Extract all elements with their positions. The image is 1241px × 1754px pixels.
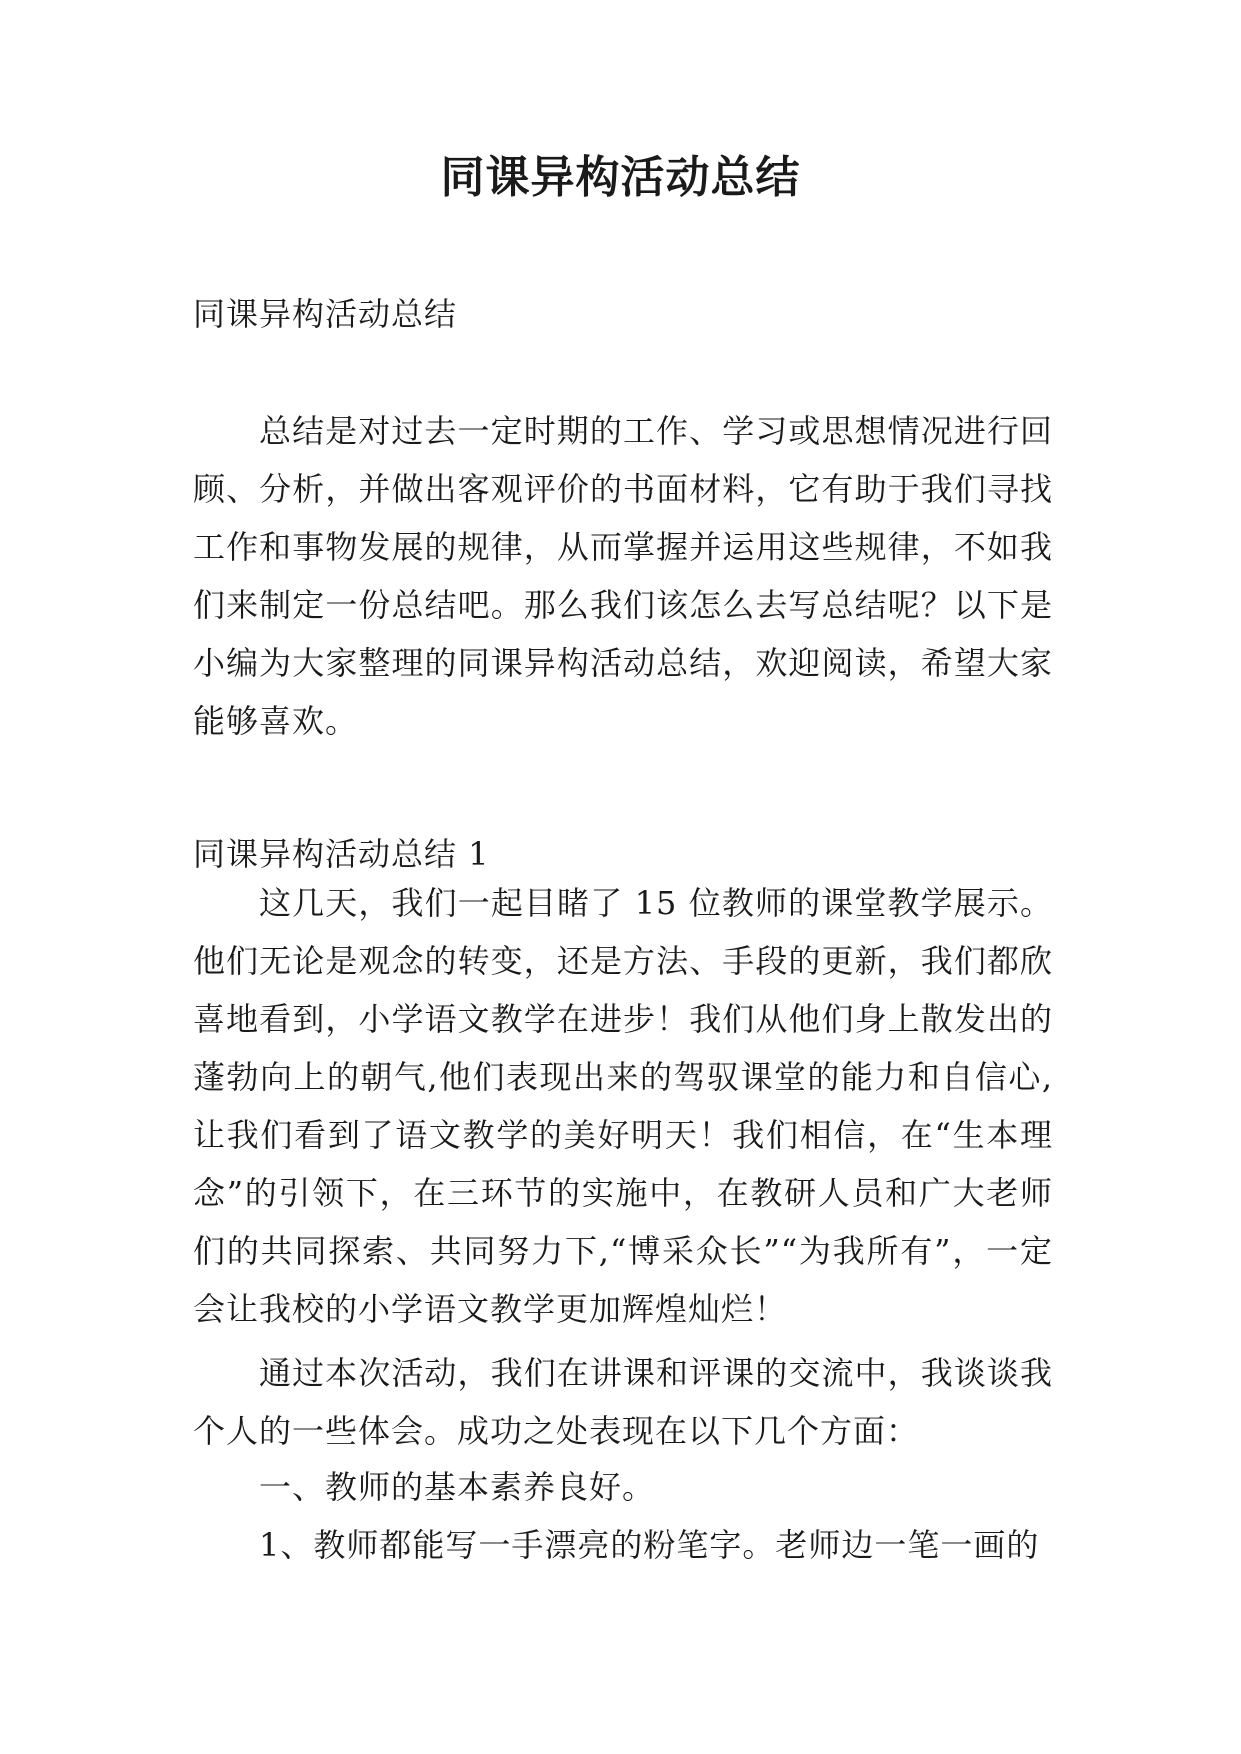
document-subtitle: 同课异构活动总结: [193, 295, 458, 333]
body-paragraph: 这几天，我们一起目睹了 15 位教师的课堂教学展示。他们无论是观念的转变，还是方法、手段的更新，我们都欣喜地看到，小学语文教学在进步！我们从他们身上散发出的蓬勃向上的朝气,他们表现出来的驾驭课堂的能力和自信心,让我们看到了语文教学的美好明天！我们相信，在“生本理念”的引领下，在三环节的实施中，在教研人员和广大老师们的共同探索、共同努力下,“博采众长”“为我所有”，一定会让我校的小学语文教学更加辉煌灿烂！: [193, 884, 1053, 1328]
document-title: 同课异构活动总结: [440, 152, 801, 203]
list-heading: 一、教师的基本素养良好。: [259, 1468, 656, 1506]
intro-paragraph: 总结是对过去一定时期的工作、学习或思想情况进行回顾、分析，并做出客观评价的书面材料，它有助于我们寻找工作和事物发展的规律，从而掌握并运用这些规律，不如我们来制定一份总结吧。那么我们该怎么去写总结呢？以下是小编为大家整理的同课异构活动总结，欢迎阅读，希望大家能够喜欢。: [193, 412, 1053, 740]
section-heading: 同课异构活动总结 1: [193, 835, 490, 873]
list-item: 1、教师都能写一手漂亮的粉笔字。老师边一笔一画的: [259, 1526, 1040, 1564]
body-paragraph: 通过本次活动，我们在讲课和评课的交流中，我谈谈我个人的一些体会。成功之处表现在以下几个方面：: [193, 1354, 1053, 1450]
